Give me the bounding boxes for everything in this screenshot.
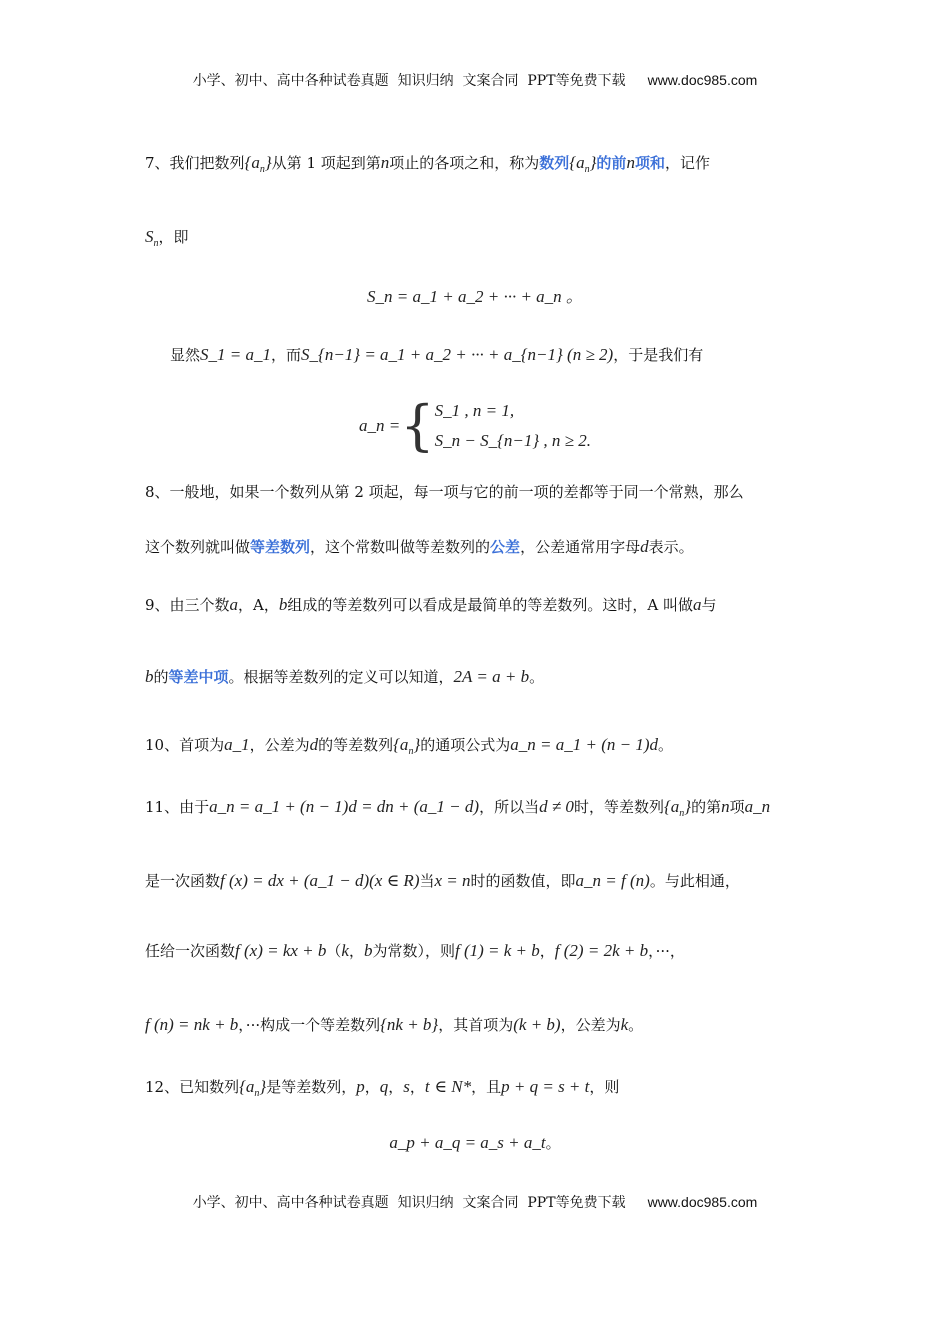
item-11-line-3: 任给一次函数f (x) = kx + b（k，b为常数），则f (1) = k + b，f (2) = 2k + b，···， bbox=[145, 941, 685, 960]
item-11-line-2: 是一次函数f (x) = dx + (a_1 − d)(x ∈ R)当x = n时的函数值，即a_n = f (n)。与此相通， bbox=[145, 871, 740, 890]
item-11-line-1: 11、由于a_n = a_1 + (n − 1)d = dn + (a_1 − d)，所以当d ≠ 0时，等差数列$\{a_n\}$的第n项a_n bbox=[145, 797, 771, 819]
page-header bbox=[0, 70, 950, 90]
hl-arith-mean: 等差中项 bbox=[168, 668, 229, 686]
footer-text: 小学、初中、高中各种试卷真题 知识归纳 文案合同 PPT等免费下载 bbox=[192, 1195, 626, 1211]
seq-an: $\{a_n\}$ bbox=[244, 153, 272, 175]
item-12: 12、已知数列$\{a_n\}$是等差数列，p，q，s，t ∈ N*，且p + q = s + t，则 bbox=[145, 1077, 620, 1099]
formula-apaq: a_p + a_q = a_s + a_t。 bbox=[389, 1133, 561, 1152]
hl-common-diff: 公差 bbox=[490, 538, 521, 556]
item-10: 10、首项为a_1，公差为d的等差数列$\{a_n\}$的通项公式为a_n = a_1 + (n − 1)d。 bbox=[145, 735, 674, 757]
header-text: 小学、初中、高中各种试卷真题 知识归纳 文案合同 PPT等免费下载 bbox=[192, 73, 626, 89]
brace-icon: { bbox=[400, 394, 435, 457]
footer-site: www.doc985.com bbox=[647, 1194, 758, 1210]
hl-sequence: 数列 bbox=[539, 154, 570, 172]
hl-arithmetic: 等差数列 bbox=[250, 538, 311, 556]
header-site: www.doc985.com bbox=[647, 72, 758, 88]
item-8-line-2: 这个数列就叫做等差数列，这个常数叫做等差数列的公差，公差通常用字母d表示。 bbox=[145, 537, 694, 556]
formula-sn: S_n = a_1 + a_2 + ··· + a_n 。 bbox=[367, 287, 583, 306]
formula-cases: a_n ={S_1 , n = 1, S_n − S_{n−1} , n ≥ 2. bbox=[359, 394, 591, 457]
item-9-line-1: 9、由三个数a，A，b组成的等差数列可以看成是最简单的等差数列。这时，A 叫做a与 bbox=[145, 595, 717, 614]
item-9-line-2: b的等差中项。根据等差数列的定义可以知道，2A = a + b。 bbox=[145, 667, 545, 686]
item-11-line-4: f (n) = nk + b，···构成一个等差数列{nk + b}，其首项为(k + b)，公差为k。 bbox=[145, 1015, 644, 1034]
item-7-line-2: $S_n$，即 bbox=[145, 227, 189, 249]
item-7-line-1: 7、我们把数列$\{a_n\}$从第 1 项起到第n项止的各项之和，称为数列$\{a_n\}$的前n项和，记作 bbox=[145, 153, 710, 175]
item-7-line-3: 显然S_1 = a_1，而S_{n−1} = a_1 + a_2 + ··· + a_{n−1} (n ≥ 2)，于是我们有 bbox=[170, 345, 704, 364]
page-footer bbox=[0, 1192, 950, 1212]
item-8-line-1: 8、一般地，如果一个数列从第 2 项起，每一项与它的前一项的差都等于同一个常熟，那么 bbox=[145, 483, 744, 501]
